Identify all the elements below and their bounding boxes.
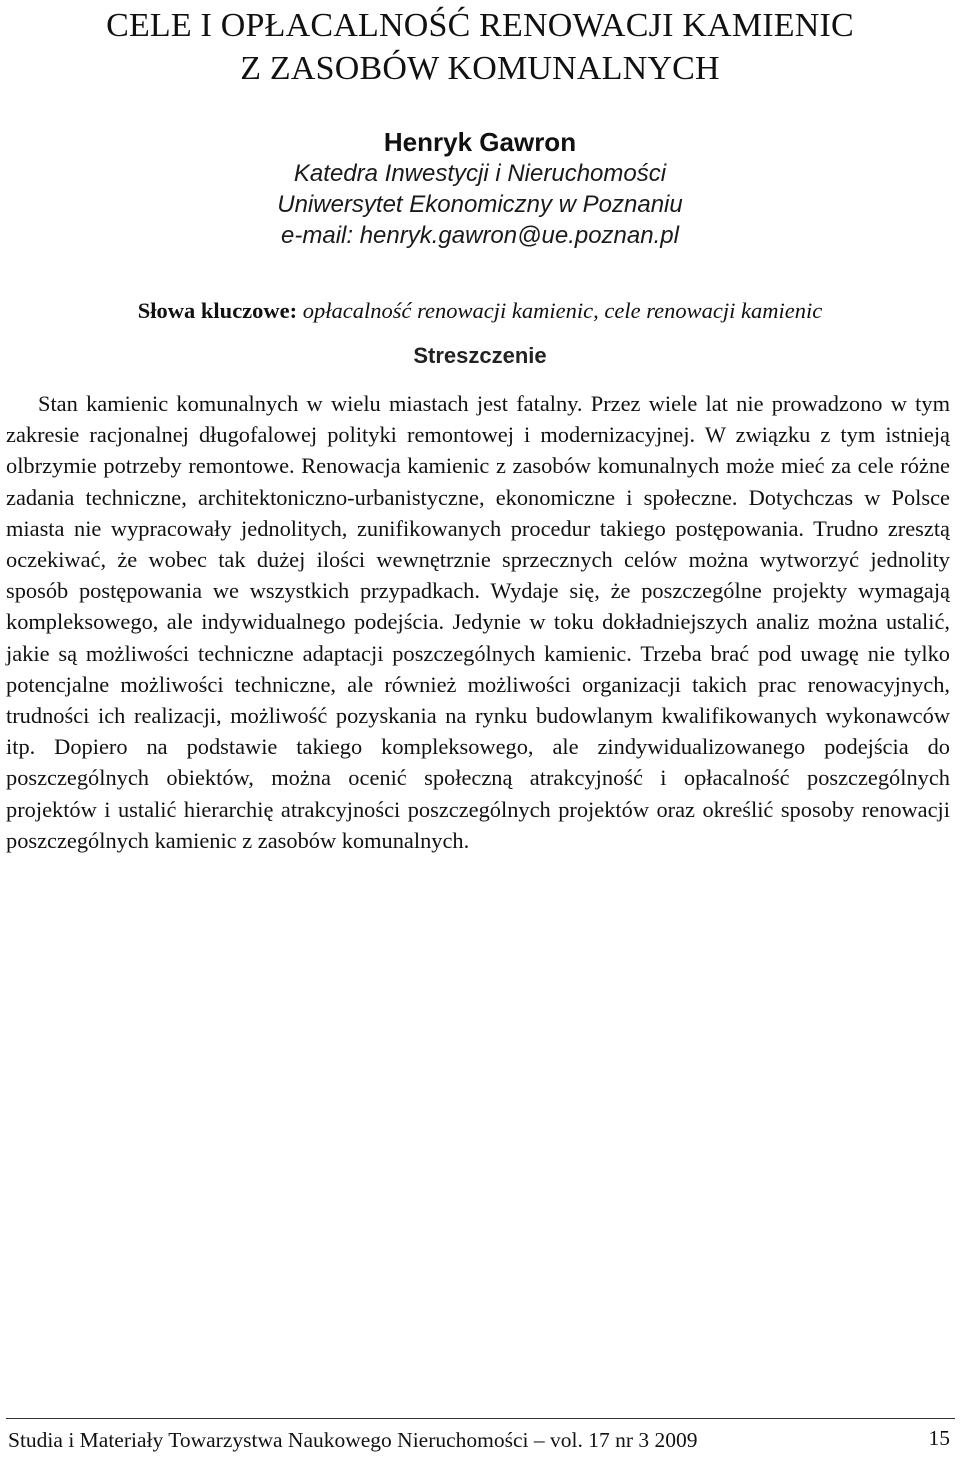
page-number: 15 <box>928 1426 950 1450</box>
abstract-paragraph: Stan kamienic komunalnych w wielu miastach jest fatalny. Przez wiele lat nie prowadzono w tym zakresie racjonalnej długofalowej polityki remontowej i modernizacyjnej. W związku z tym istnieją olbrzymie potrzeby remontowe. Renowacja kamienic z zasobów komunalnych może mieć za cele różne zadania techniczne, architektoniczno-urbanistyczne, ekonomiczne i społeczne. Dotychczas w Polsce miasta nie wypracowały jednolitych, zunifikowanych procedur takiego postępowania. Trudno zresztą oczekiwać, że wobec tak dużej ilości wewnętrznie sprzecznych celów można wytworzyć jednolity sposób postępowania we wszystkich przypadkach. Wydaje się, że poszczególne projekty wymagają kompleksowego, ale indywidualnego podejścia. Jedynie w toku dokładniejszych analiz można ustalić, jakie są możliwości techniczne adaptacji poszczególnych kamienic. Trzeba brać pod uwagę nie tylko potencjalne możliwości techniczne, ale również możliwości organizacji takich prac renowacyjnych, trudności ich realizacji, możliwość pozyskania na rynku budowlanym kwalifikowanych wykonawców itp. Dopiero na podstawie takiego kompleksowego, ale zindywidualizowanego podejścia do poszczególnych obiektów, można ocenić społeczną atrakcyjność i opłacalność poszczególnych projektów i ustalić hierarchię atrakcyjności poszczególnych projektów oraz określić sposoby renowacji poszczególnych kamienic z zasobów komunalnych. <box>6 391 950 853</box>
keywords-text: opłacalność renowacji kamienic, cele renowacji kamienic <box>302 298 823 323</box>
paper-title-line-1: CELE I OPŁACALNOŚĆ RENOWACJI KAMIENIC <box>106 7 854 44</box>
author-university: Uniwersytet Ekonomiczny w Poznaniu <box>277 191 683 218</box>
author-department: Katedra Inwestycji i Nieruchomości <box>293 160 667 187</box>
keywords-label: Słowa kluczowe: <box>137 298 298 323</box>
abstract-body <box>6 388 950 856</box>
paper-title-line-2: Z ZASOBÓW KOMUNALNYCH <box>240 50 720 87</box>
paper-title <box>0 4 960 90</box>
author-block <box>0 126 960 251</box>
footer-journal-citation: Studia i Materiały Towarzystwa Naukowego Nieruchomości – vol. 17 nr 3 2009 <box>8 1428 698 1452</box>
footer-divider <box>6 1418 955 1419</box>
author-name: Henryk Gawron <box>383 127 577 157</box>
abstract-heading: Streszczenie <box>413 343 547 368</box>
author-email: e-mail: henryk.gawron@ue.poznan.pl <box>281 222 679 249</box>
keywords-line <box>0 296 960 326</box>
